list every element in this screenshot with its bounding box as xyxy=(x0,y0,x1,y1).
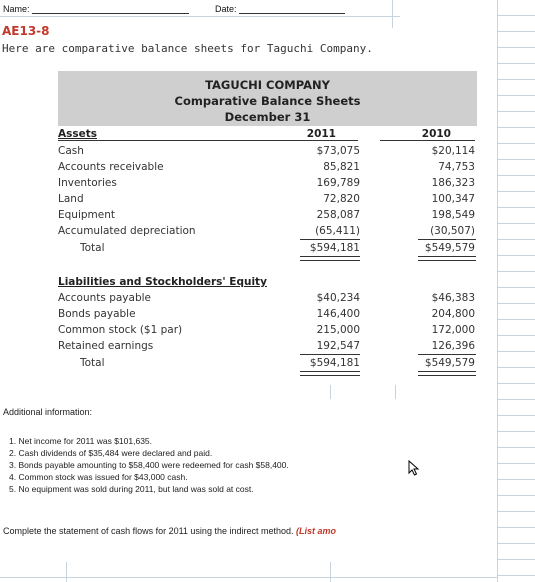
grid-line xyxy=(330,385,331,399)
liability-value-2010: 126,396 xyxy=(431,340,475,352)
assets-heading: Assets xyxy=(58,128,98,140)
asset-label: Inventories xyxy=(58,177,117,189)
asset-value-2011: $73,075 xyxy=(316,145,360,157)
asset-label: Land xyxy=(58,193,84,205)
liabilities-heading: Liabilities and Stockholders' Equity xyxy=(58,276,267,288)
asset-value-2011: 85,821 xyxy=(323,161,360,173)
year-2011-header: 2011 xyxy=(306,128,336,140)
asset-value-2010: 198,549 xyxy=(431,209,475,221)
header-rule-2011 xyxy=(58,140,358,141)
liability-value-2011: 192,547 xyxy=(316,340,360,352)
instruction-main: Complete the statement of cash flows for 2011 using the indirect method. xyxy=(3,526,296,536)
asset-value-2010: 100,347 xyxy=(431,193,475,205)
header-rule-2010 xyxy=(380,140,475,141)
subtotal-rule-2010 xyxy=(418,239,476,240)
asset-label: Accumulated depreciation xyxy=(58,225,196,237)
liability-value-2010: 204,800 xyxy=(431,308,475,320)
grid-line xyxy=(0,577,497,578)
liability-label: Accounts payable xyxy=(58,292,151,304)
instruction-text xyxy=(3,526,336,536)
liability-label: Retained earnings xyxy=(58,340,154,352)
instruction-emphasis: (List amo xyxy=(296,526,337,536)
grid-line xyxy=(392,0,393,28)
date-field[interactable] xyxy=(215,4,345,14)
asset-value-2011: 258,087 xyxy=(316,209,360,221)
asset-value-2011: (65,411) xyxy=(315,225,360,237)
asset-value-2010: 186,323 xyxy=(431,177,475,189)
asset-value-2010: 74,753 xyxy=(438,161,475,173)
liability-value-2011: 215,000 xyxy=(316,324,360,336)
date-label: Date: xyxy=(215,4,237,14)
list-item: 1. Net income for 2011 was $101,635. xyxy=(9,436,153,446)
list-item: 5. No equipment was sold during 2011, but land was sold at cost. xyxy=(9,484,254,494)
total-double-rule-2011 xyxy=(300,256,360,261)
mouse-pointer-icon xyxy=(408,460,420,476)
list-item: 2. Cash dividends of $35,484 were declared and paid. xyxy=(9,448,213,458)
liability-label: Common stock ($1 par) xyxy=(58,324,183,336)
total-double-rule-2010 xyxy=(418,256,476,261)
subtotal-rule-2011 xyxy=(300,239,360,240)
statement-date: December 31 xyxy=(224,110,311,124)
name-line xyxy=(32,4,189,14)
exercise-intro: Here are comparative balance sheets for Taguchi Company. xyxy=(2,42,373,55)
list-item: 4. Common stock was issued for $43,000 cash. xyxy=(9,472,188,482)
liabilities-total-2011: $594,181 xyxy=(309,357,360,369)
assets-total-2011: $594,181 xyxy=(309,242,360,254)
list-item: 3. Bonds payable amounting to $58,400 were redeemed for cash $58,400. xyxy=(9,460,289,470)
liabilities-total-2010: $549,579 xyxy=(424,357,475,369)
year-2010-header: 2010 xyxy=(421,128,451,140)
liability-value-2010: $46,383 xyxy=(431,292,475,304)
name-label: Name: xyxy=(3,4,30,14)
asset-value-2011: 169,789 xyxy=(316,177,360,189)
asset-label: Accounts receivable xyxy=(58,161,164,173)
assets-total-label: Total xyxy=(80,242,105,254)
name-field[interactable] xyxy=(3,4,189,14)
liability-value-2011: 146,400 xyxy=(316,308,360,320)
liability-value-2010: 172,000 xyxy=(431,324,475,336)
subtotal-rule-2011 xyxy=(300,354,360,355)
total-double-rule-2011 xyxy=(300,371,360,376)
exercise-code: AE13-8 xyxy=(2,24,50,38)
asset-label: Equipment xyxy=(58,209,115,221)
spreadsheet-grid xyxy=(497,0,535,582)
grid-line xyxy=(66,562,67,582)
liabilities-total-label: Total xyxy=(80,357,105,369)
liability-value-2011: $40,234 xyxy=(316,292,360,304)
grid-line xyxy=(330,562,331,582)
grid-line xyxy=(395,385,396,399)
asset-value-2011: 72,820 xyxy=(323,193,360,205)
liability-label: Bonds payable xyxy=(58,308,136,320)
date-line xyxy=(239,4,345,14)
subtotal-rule-2010 xyxy=(418,354,476,355)
additional-info-heading: Additional information: xyxy=(3,407,93,417)
grid-line xyxy=(0,16,400,17)
asset-value-2010: (30,507) xyxy=(430,225,475,237)
asset-value-2010: $20,114 xyxy=(431,145,475,157)
statement-title: Comparative Balance Sheets xyxy=(174,94,361,108)
assets-total-2010: $549,579 xyxy=(424,242,475,254)
asset-label: Cash xyxy=(58,145,84,157)
company-name: TAGUCHI COMPANY xyxy=(205,78,330,92)
total-double-rule-2010 xyxy=(418,371,476,376)
